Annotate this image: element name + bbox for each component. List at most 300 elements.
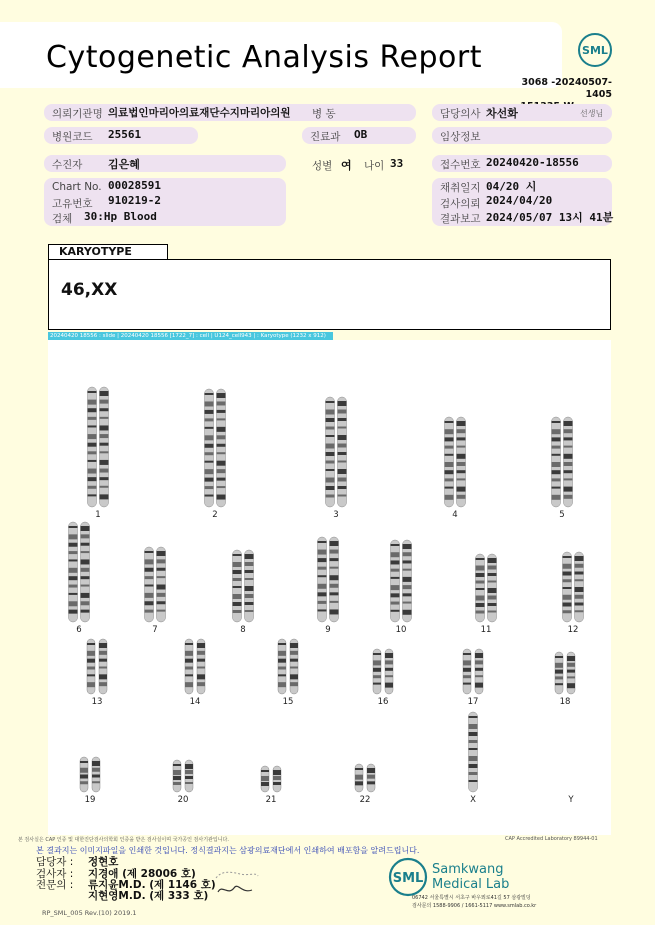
chromosome-band xyxy=(403,544,412,549)
chromosome-band xyxy=(564,437,573,440)
chromosome-band xyxy=(567,676,575,678)
chromosome-band xyxy=(205,401,214,406)
chromosome-band xyxy=(488,596,497,600)
hospital-code-value: 25561 xyxy=(108,128,142,141)
karyogram-image xyxy=(48,340,611,835)
chromosome-band xyxy=(338,478,347,482)
chromosome-band xyxy=(555,670,563,674)
chromosome-band xyxy=(92,781,100,783)
receipt-value: 20240420-18556 xyxy=(486,156,579,169)
chromosome-band xyxy=(88,494,97,496)
chromosome-band xyxy=(318,567,327,570)
chromosome-band xyxy=(157,610,166,612)
chromosome-band xyxy=(217,478,226,481)
staff-row: 전문의 : 류지윤M.D. (제 1146 호) xyxy=(36,879,216,891)
chromosome-band xyxy=(157,585,166,590)
chromosome-band xyxy=(563,556,572,558)
chromosome-band xyxy=(88,417,97,420)
chromosome-band xyxy=(391,560,400,564)
chromosome-band xyxy=(338,461,347,463)
chromosome-band xyxy=(475,683,483,688)
svg-text:SML: SML xyxy=(392,871,424,886)
karyotype-result: 46,XX xyxy=(61,280,118,300)
chromosome-band xyxy=(488,558,497,563)
chromosome-band xyxy=(575,579,584,581)
chromosome-band xyxy=(69,568,78,573)
chromosome-label: Y xyxy=(568,795,574,805)
chromosome-band xyxy=(157,576,166,578)
chromosome-band xyxy=(338,410,347,414)
chromosome-pair-16 xyxy=(373,649,393,694)
chromosome-band xyxy=(403,560,412,563)
chromosome-band xyxy=(81,593,90,598)
chromosome-band xyxy=(326,410,335,415)
chromosome-band xyxy=(338,486,347,489)
chromosome-band xyxy=(87,659,95,663)
chromosome-band xyxy=(81,526,90,531)
chromosome-band xyxy=(245,594,254,598)
chromosome-band xyxy=(469,724,478,729)
chromosome-pair-5 xyxy=(552,417,573,507)
chromosome-band xyxy=(69,585,78,588)
chromosome-band xyxy=(330,558,339,561)
chromosome-band xyxy=(469,740,478,743)
chromosome-band xyxy=(185,764,193,769)
chromosome-pair-22 xyxy=(355,764,375,792)
chromosome-band xyxy=(88,434,97,439)
chromosome-band xyxy=(552,437,561,441)
chromosome-band xyxy=(318,550,327,555)
chromosome-band xyxy=(157,593,166,597)
chromosome-band xyxy=(326,469,335,471)
chromosome-band xyxy=(564,470,573,473)
chromosome-band xyxy=(157,559,166,563)
chromosome-band xyxy=(217,461,226,466)
unique-value: 910219-2 xyxy=(108,194,161,207)
chromosome-band xyxy=(185,643,193,645)
chromosome-label: 8 xyxy=(240,625,246,635)
form-code: RP_SML_005 Rev.(10) 2019.1 xyxy=(42,909,137,917)
chromosome-band xyxy=(145,593,154,598)
karyotype-box xyxy=(48,259,611,330)
chromosome-band xyxy=(488,603,497,606)
chromosome-band xyxy=(367,768,375,773)
chromosome-band xyxy=(245,602,254,605)
chromosome-band xyxy=(245,610,254,612)
chromosome-band xyxy=(563,610,572,613)
ward-label: 병 동 xyxy=(312,108,336,120)
chromosome-band xyxy=(330,541,339,546)
chromosome-band xyxy=(445,429,454,434)
chromosome-band xyxy=(92,768,100,772)
chromosome-band xyxy=(355,768,363,770)
chromosome-band xyxy=(567,683,575,688)
result-label: 결과보고 xyxy=(440,213,481,225)
chromosome-band xyxy=(80,775,88,779)
chromosome-band xyxy=(87,643,95,645)
chromosome-band xyxy=(173,776,181,780)
karyotype-tab: KARYOTYPE xyxy=(48,244,168,259)
chart-label: Chart No. xyxy=(52,181,102,193)
chromosome-band xyxy=(326,427,335,430)
chromosome-band xyxy=(457,446,466,448)
result-value: 2024/05/07 13시 41분 xyxy=(486,211,614,224)
chromosome-band xyxy=(567,663,575,667)
chromosome-band xyxy=(476,566,485,571)
chromosome-pair-x xyxy=(469,712,478,792)
specimen-value: 30:Hp Blood xyxy=(84,210,157,223)
chromosome-band xyxy=(488,581,497,583)
chromosome-band xyxy=(567,656,575,661)
chromosome-band xyxy=(445,446,454,449)
chromosome xyxy=(100,387,109,507)
sml-logo-icon xyxy=(577,32,613,68)
chromosome-band xyxy=(391,569,400,572)
chromosome-band xyxy=(81,610,90,613)
dept-value: OB xyxy=(354,128,368,141)
chromosome-band xyxy=(245,562,254,566)
chromosome-pair-4 xyxy=(445,417,466,507)
chromosome-band xyxy=(445,470,454,474)
chromosome-band xyxy=(563,579,572,582)
chromosome-band xyxy=(457,429,466,433)
print-notice: 본 결과지는 이미지파일을 인쇄한 것입니다. 정식결과지는 삼광의료재단에서 인쇄하여 배포함을 알려드립니다. xyxy=(36,846,420,855)
chromosome-band xyxy=(205,452,214,455)
chromosome-band xyxy=(385,683,393,688)
chromosome-band xyxy=(261,782,269,786)
chromosome-band xyxy=(81,534,90,538)
chromosome-band xyxy=(81,551,90,553)
chromosome-band xyxy=(552,462,561,467)
chromosome-band xyxy=(457,462,466,466)
specimen-label: 검체 xyxy=(52,213,73,225)
chromosome-band xyxy=(575,587,584,592)
chromosome-band xyxy=(88,451,97,454)
chromosome-band xyxy=(488,573,497,576)
request-value: 2024/04/20 xyxy=(486,194,553,207)
chromosome-band xyxy=(469,764,478,768)
samkwang-logo-icon xyxy=(388,857,428,897)
chromosome-band xyxy=(564,429,573,433)
chromosome-band xyxy=(385,668,393,671)
chromosome-band xyxy=(273,782,281,785)
chromosome-band xyxy=(469,716,478,718)
chromosome-band xyxy=(100,434,109,438)
chromosome-band xyxy=(173,764,181,766)
chromosome-band xyxy=(100,460,109,465)
chromosome-band xyxy=(278,659,286,663)
chromosome-pair-12 xyxy=(563,552,584,622)
chromosome-band xyxy=(457,478,466,480)
chromosome-band xyxy=(463,653,471,655)
chromosome-label: 4 xyxy=(452,510,458,520)
chromosome-band xyxy=(88,443,97,447)
chromosome-label: 19 xyxy=(84,795,96,805)
chromosome-band xyxy=(197,674,205,679)
chromosome-pair-11 xyxy=(476,554,497,622)
chromosome-label: X xyxy=(470,795,476,805)
chromosome-band xyxy=(100,443,109,446)
chromosome-band xyxy=(100,477,109,480)
chromosome-band xyxy=(173,782,181,785)
chromosome-band xyxy=(205,469,214,474)
karyogram-svg xyxy=(48,340,611,835)
chromosome-band xyxy=(217,435,226,439)
chromosome-band xyxy=(197,659,205,662)
chromosome-band xyxy=(445,487,454,489)
chromosome-band xyxy=(564,495,573,499)
chromosome-band xyxy=(318,592,327,596)
chromosome-label: 12 xyxy=(567,625,579,635)
chromosome-band xyxy=(87,682,95,687)
lab-address: 06742 서울특별시 서초구 바우뫼로41길 57 삼광빌딩 검사문의 1588-9906 / 1661-5117 www.smlab.co.kr xyxy=(412,895,537,909)
chromosome-band xyxy=(233,562,242,567)
chromosome-band xyxy=(99,682,107,686)
chromosome-label: 22 xyxy=(359,795,371,805)
chromosome-band xyxy=(552,429,561,434)
chromosome-band xyxy=(373,668,381,672)
chromosome-band xyxy=(391,610,400,612)
chromosome-pair-20 xyxy=(173,760,193,792)
chromosome-band xyxy=(355,781,363,785)
chromosome-band xyxy=(403,602,412,604)
chromosome-band xyxy=(338,401,347,406)
chromosome-band xyxy=(391,585,400,590)
chromosome-band xyxy=(233,586,242,588)
chromosome-band xyxy=(564,421,573,426)
chromosome-band xyxy=(185,667,193,670)
image-caption: 20240420 18556 : slide | 20240420 18556 [1722_7] : cell | U124_cell943 | : Karyotype (1232 x 912) xyxy=(48,332,333,340)
chromosome-band xyxy=(173,770,181,775)
chromosome-pair-15 xyxy=(278,639,298,694)
report-id: 3068 -20240507-1405 xyxy=(521,77,612,100)
chromosome-band xyxy=(552,421,561,423)
chromosome-band xyxy=(69,551,78,554)
chromosome-band xyxy=(457,470,466,473)
chromosome-band xyxy=(185,770,193,774)
chromosome-band xyxy=(338,495,347,497)
chromosome-label: 20 xyxy=(177,795,189,805)
chromosome-band xyxy=(476,581,485,584)
chromosome-band xyxy=(338,418,347,421)
chromosome-band xyxy=(100,451,109,453)
chromosome-band xyxy=(92,761,100,766)
chromosome-band xyxy=(476,558,485,560)
chromosome-band xyxy=(233,594,242,599)
chromosome-band xyxy=(217,427,226,432)
chromosome-band xyxy=(99,667,107,669)
chromosome-band xyxy=(245,554,254,559)
chromosome-band xyxy=(338,427,347,429)
chromosome-band xyxy=(81,585,90,587)
chromosome-band xyxy=(318,584,327,589)
chromosome-band xyxy=(330,609,339,614)
chromosome-band xyxy=(373,675,381,678)
chromosome-band xyxy=(80,761,88,763)
chromosome-band xyxy=(205,393,214,395)
chromosome-band xyxy=(99,643,107,648)
chromosome-band xyxy=(469,756,478,761)
svg-text:SML: SML xyxy=(582,44,608,57)
staff-row: 담당자 : 정현호 xyxy=(36,856,119,868)
chromosome-band xyxy=(100,400,109,404)
chromosome-band xyxy=(100,408,109,411)
chromosome-band xyxy=(185,674,193,676)
chromosome-band xyxy=(488,588,497,593)
chromosome-band xyxy=(575,610,584,612)
chromosome-band xyxy=(563,603,572,607)
chromosome-band xyxy=(373,683,381,685)
doctor-label: 담당의사 xyxy=(440,108,481,120)
chromosome-band xyxy=(185,659,193,663)
institution-label: 의뢰기관명 xyxy=(52,108,103,120)
chromosome-band xyxy=(145,601,154,605)
chromosome-band xyxy=(278,651,286,656)
chromosome-label: 10 xyxy=(395,625,407,635)
chromosome-band xyxy=(469,772,478,775)
chromosome-band xyxy=(100,494,109,499)
chromosome-band xyxy=(564,462,573,466)
chromosome-band xyxy=(290,667,298,669)
chromosome-label: 15 xyxy=(282,697,294,707)
chromosome-band xyxy=(205,435,214,440)
receipt-label: 접수번호 xyxy=(440,159,481,171)
chromosome-band xyxy=(318,558,327,562)
chromosome-band xyxy=(445,478,454,481)
chromosome-label: 17 xyxy=(467,697,479,707)
chromosome-band xyxy=(476,603,485,607)
chromosome-band xyxy=(355,775,363,780)
chromosome-band xyxy=(391,552,400,557)
chromosome-band xyxy=(217,410,226,413)
chromosome-band xyxy=(555,656,563,658)
patient-label: 수진자 xyxy=(52,159,83,171)
chromosome-pair-21 xyxy=(261,766,281,792)
chromosome-band xyxy=(273,770,281,775)
chromosome-band xyxy=(476,588,485,590)
chromosome-band xyxy=(445,437,454,441)
chromosome-band xyxy=(552,478,561,481)
chromosome-band xyxy=(145,610,154,613)
chromosome-band xyxy=(245,578,254,580)
chromosome-band xyxy=(87,651,95,656)
chromosome-band xyxy=(100,391,109,396)
chromosome-band xyxy=(290,643,298,648)
chromosome-band xyxy=(552,446,561,449)
chromosome-band xyxy=(88,486,97,489)
chromosome-band xyxy=(338,469,347,474)
chromosome-band xyxy=(145,576,154,579)
chromosome-band xyxy=(403,577,412,582)
chromosome-label: 16 xyxy=(377,697,389,707)
chromosome-band xyxy=(81,543,90,546)
chromosome-band xyxy=(261,776,269,781)
chromosome-band xyxy=(463,668,471,672)
chromosome-band xyxy=(391,593,400,597)
chromosome-band xyxy=(575,564,584,568)
collect-label: 채취일지 xyxy=(440,182,481,194)
sex-label: 성별 xyxy=(312,160,333,172)
chromosome-band xyxy=(69,601,78,606)
chromosome-band xyxy=(318,541,327,543)
chromosome-band xyxy=(563,587,572,589)
chromosome-band xyxy=(330,575,339,580)
chromosome-label: 3 xyxy=(333,510,339,520)
chromosome-band xyxy=(575,572,584,575)
chromosome-band xyxy=(338,435,347,440)
chromosome-band xyxy=(205,410,214,414)
chromosome-band xyxy=(100,486,109,488)
chromosome-band xyxy=(403,610,412,615)
chromosome-band xyxy=(217,469,226,473)
doctor-value: 차선화 xyxy=(486,107,518,120)
chromosome-band xyxy=(145,568,154,572)
chromosome-band xyxy=(552,454,561,456)
chromosome-band xyxy=(197,643,205,648)
collect-value: 04/20 시 xyxy=(486,180,537,193)
chromosome-label: 21 xyxy=(265,795,277,805)
chromosome-pair-17 xyxy=(463,649,483,694)
chromosome-band xyxy=(88,391,97,393)
chromosome-band xyxy=(552,470,561,474)
hospital-code-label: 병원코드 xyxy=(52,131,93,143)
chromosome-band xyxy=(564,487,573,492)
chromosome-band xyxy=(145,585,154,587)
chromosome-band xyxy=(338,444,347,448)
chromosome-band xyxy=(217,393,226,398)
chromosome-band xyxy=(318,601,327,604)
chromosome-label: 14 xyxy=(189,697,201,707)
chromosome-band xyxy=(81,559,90,564)
chromosome-band xyxy=(476,573,485,577)
chromosome-band xyxy=(326,495,335,498)
chromosome-band xyxy=(330,601,339,603)
chromosome-pair-7 xyxy=(145,547,166,622)
chromosome-band xyxy=(367,781,375,784)
chromosome-band xyxy=(157,551,166,556)
chromosome-band xyxy=(217,495,226,500)
chromosome-band xyxy=(273,776,281,780)
chromosome-band xyxy=(145,559,154,564)
chromosome xyxy=(205,389,214,507)
patient-value: 김은혜 xyxy=(108,158,140,171)
chromosome-band xyxy=(261,770,269,772)
chromosome-band xyxy=(145,551,154,553)
chromosome-band xyxy=(233,602,242,606)
chromosome-pair-13 xyxy=(87,639,107,694)
chromosome-band xyxy=(564,478,573,480)
sex-value: 여 xyxy=(341,159,352,172)
chromosome-band xyxy=(278,643,286,645)
chromosome-label: 5 xyxy=(559,510,565,520)
chromosome-band xyxy=(87,674,95,676)
chromosome-band xyxy=(552,495,561,500)
chromosome-band xyxy=(563,595,572,600)
chromosome-band xyxy=(88,425,97,427)
chromosome-band xyxy=(391,577,400,579)
chromosome-band xyxy=(217,452,226,454)
chromosome-band xyxy=(564,446,573,448)
chromosome-band xyxy=(475,660,483,664)
chromosome-label: 6 xyxy=(76,625,82,635)
chromosome-band xyxy=(245,586,254,591)
chromosome-pair-14 xyxy=(185,639,205,694)
chromosome-band xyxy=(69,534,78,539)
chromosome-band xyxy=(92,775,100,778)
chromosome-band xyxy=(330,550,339,554)
chromosome-band xyxy=(463,660,471,665)
cap-note: CAP Accredited Laboratory 89944-01 xyxy=(505,836,598,842)
